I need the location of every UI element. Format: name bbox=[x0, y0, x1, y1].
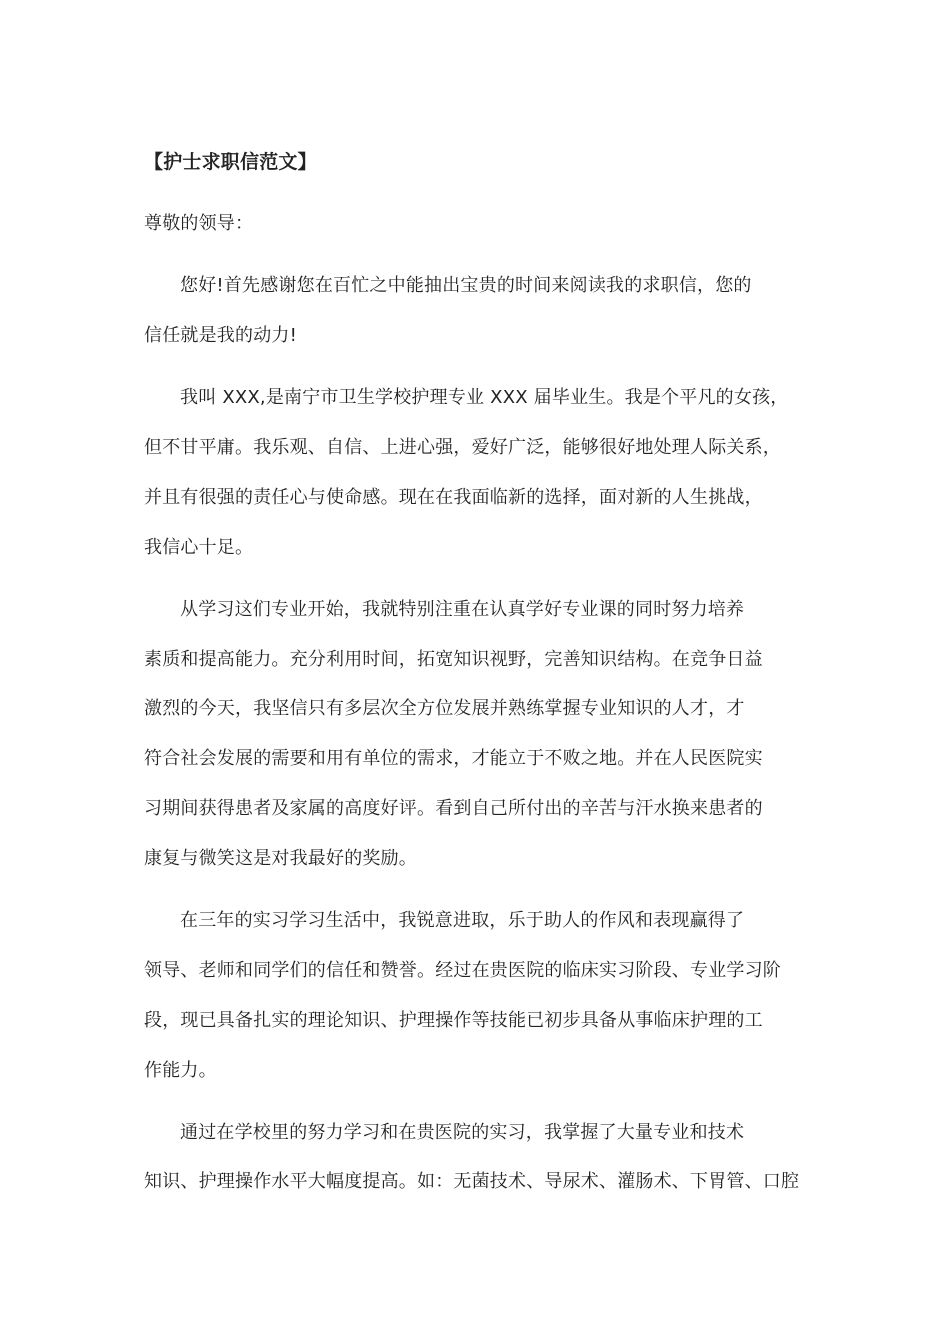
paragraph-line: 通过在学校里的努力学习和在贵医院的实习，我掌握了大量专业和技术 bbox=[180, 1122, 745, 1143]
paragraph-line: 并且有很强的责任心与使命感。现在在我面临新的选择，面对新的人生挑战， bbox=[144, 487, 763, 508]
paragraph-line: 在三年的实习学习生活中，我锐意进取，乐于助人的作风和表现赢得了 bbox=[180, 910, 745, 931]
paragraph-line: 素质和提高能力。充分利用时间，拓宽知识视野，完善知识结构。在竞争日益 bbox=[144, 649, 763, 670]
paragraph-line: 知识、护理操作水平大幅度提高。如：无菌技术、导尿术、灌肠术、下胃管、口腔 bbox=[144, 1171, 800, 1192]
paragraph-line: 领导、老师和同学们的信任和赞誉。经过在贵医院的临床实习阶段、专业学习阶 bbox=[144, 960, 781, 981]
paragraph-line: 我信心十足。 bbox=[144, 537, 254, 558]
paragraph-line: 信任就是我的动力! bbox=[144, 325, 298, 346]
paragraph-line: 但不甘平庸。我乐观、自信、上进心强，爱好广泛，能够很好地处理人际关系， bbox=[144, 437, 781, 458]
paragraph-line: 您好!首先感谢您在百忙之中能抽出宝贵的时间来阅读我的求职信，您的 bbox=[180, 275, 752, 296]
paragraph-line: 我叫 XXX,是南宁市卫生学校护理专业 XXX 届毕业生。我是个平凡的女孩， bbox=[180, 387, 789, 408]
paragraph-line: 作能力。 bbox=[144, 1060, 217, 1081]
salutation: 尊敬的领导： bbox=[144, 213, 254, 234]
paragraph-line: 康复与微笑这是对我最好的奖励。 bbox=[144, 848, 417, 869]
paragraph-line: 段，现已具备扎实的理论知识、护理操作等技能已初步具备从事临床护理的工 bbox=[144, 1010, 763, 1031]
paragraph-line: 从学习这们专业开始，我就特别注重在认真学好专业课的同时努力培养 bbox=[180, 599, 745, 620]
paragraph-line: 习期间获得患者及家属的高度好评。看到自己所付出的辛苦与汗水换来患者的 bbox=[144, 798, 763, 819]
paragraph-line: 符合社会发展的需要和用有单位的需求，才能立于不败之地。并在人民医院实 bbox=[144, 748, 763, 769]
document-title: 【护士求职信范文】 bbox=[144, 151, 317, 173]
paragraph-line: 激烈的今天，我坚信只有多层次全方位发展并熟练掌握专业知识的人才，才 bbox=[144, 698, 745, 719]
